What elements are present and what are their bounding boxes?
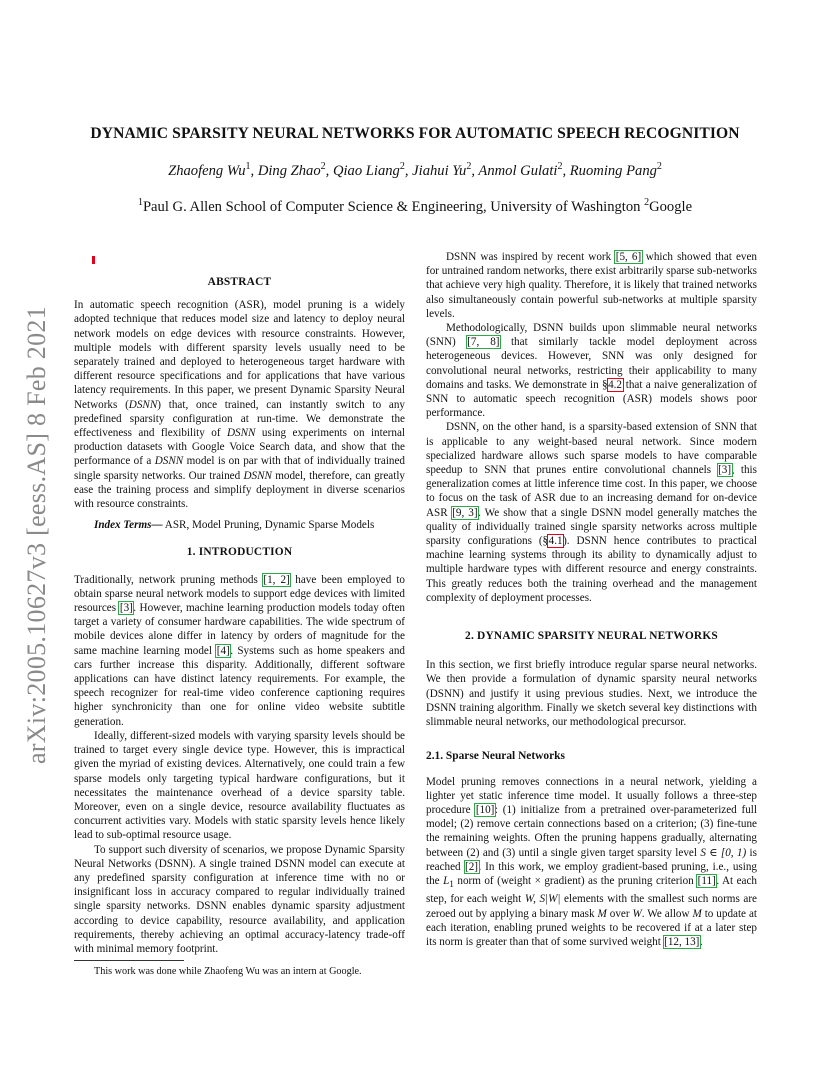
author-name: Anmol Gulati [478, 162, 558, 179]
citation-link[interactable]: [10] [475, 803, 495, 816]
left-column [74, 275, 405, 956]
body-paragraph: DSNN was inspired by recent work [5, 6] which showed that even for untrained random networks, there exist arbitrarily sparse sub-networks that achieve very high quality. Therefore, it is likely that trained networks also simultaneously contain powerful sub-networks at multiple sparsity levels. [426, 251, 758, 320]
index-terms: Index Terms— ASR, Model Pruning, Dynamic Sparse Models [94, 519, 375, 532]
section-2-heading: 2. DYNAMIC SPARSITY NEURAL NETWORKS [465, 630, 718, 643]
author-affiliation-mark: 1 [245, 161, 251, 172]
affiliation-uw: Paul G. Allen School of Computer Science & Engineering, University of Washington [142, 198, 645, 215]
affiliation-mark: 1 [137, 197, 143, 208]
footnote-rule [74, 960, 184, 961]
subsection-2-1-heading: 2.1. Sparse Neural Networks [426, 750, 565, 763]
annotation-marker [92, 256, 95, 264]
author-name: Jiahui Yu [412, 162, 467, 179]
arxiv-identifier [22, 285, 52, 785]
arxiv-identifier-text: arXiv:2005.10627v3 [eess.AS] 8 Feb 2021 [22, 306, 51, 764]
author-affiliation-mark: 2 [399, 161, 405, 172]
introduction-heading: 1. INTRODUCTION [186, 546, 293, 559]
affiliation-google: Google [649, 198, 693, 215]
abstract-text: In automatic speech recognition (ASR), model pruning is a widely adopted technique that reduces model size and latency to deploy neural network models on edge devices with resource constraints. However, multiple models with different sparsity levels usually need to be separately trained and deployed to heterogeneous target hardware with different resource specifications and for applications that have various latency requirements. In this paper, we present Dynamic Sparsity Neural Networks (DSNN) that, once trained, can instantly switch to any predefined sparsity configuration at run-time. We demonstrate the effectiveness and flexibility of DSNN using experiments on internal production datasets with Google Voice Search data, and show that the performance of a DSNN model is on par with that of individually trained single sparsity networks. Our trained DSNN model, therefore, can greatly ease the training process and simplify deployment in diverse scenarios with resource constraints. [74, 299, 406, 511]
citation-link[interactable]: [9, 3] [452, 506, 478, 519]
author-affiliation-mark: 2 [320, 161, 326, 172]
subsection-2-1-text: Model pruning removes connections in a neural network, yielding a lighter yet static inference time model. It usually follows a three-step procedure [10]: (1) initialize from a pretrained over-parameterized full model; (2) remove certain connections based on a criterion; (3) fine-tune the remaining weights. Often the pruning happens gradually, alternating between (2) and (3) until a single given target sparsity level S ∈ [0, 1) is reached [2]. In this work, we employ gradient-based pruning, i.e., using the $L_1$ norm of (weight × gradient) as the pruning criterion [11]. At each step, for each weight W, S|W| elements with the smallest such norms are zeroed out by applying a binary mask M over W. We allow M to update at each iteration, enabling pruned weights to be recovered if at a later step its norm is greater than that of some survived weight [12, 13]. [426, 775, 758, 948]
affiliations [60, 197, 770, 216]
section-2-intro: In this section, we first briefly introduce regular sparse neural networks. We then provide a formulation of dynamic sparsity neural networks (DSNN) and justify it using previous studies. Next, we introduce the DSNN training algorithm. Finally we sketch several key distinctions with slimmable neural networks, our methodological precursor. [426, 659, 757, 729]
citation-link[interactable]: [2] [465, 860, 478, 873]
affiliation-mark: 2 [644, 197, 650, 208]
right-column [426, 250, 757, 949]
author-name: Ruoming Pang [569, 162, 657, 179]
author-affiliation-mark: 2 [557, 161, 563, 172]
paper-title: DYNAMIC SPARSITY NEURAL NETWORKS FOR AUTOMATIC SPEECH RECOGNITION [90, 125, 740, 142]
citation-link[interactable]: [11] [697, 874, 716, 887]
citation-link[interactable]: [5, 6] [615, 251, 642, 263]
section-link[interactable]: 4.2 [608, 378, 622, 391]
body-paragraph: Methodologically, DSNN builds upon slimmable neural networks (SNN) [7, 8] that similarly tackle model deployment across heterogeneous devices. However, SNN was only designed for convolutional neural networks, restricting their applicability to many domains and tasks. We demonstrate in §4.2 that a naive generalization of SNN to automatic speech recognition (ASR) models shows poor performance. [426, 322, 757, 420]
citation-link[interactable]: [12, 13] [664, 935, 700, 948]
citation-link[interactable]: [7, 8] [467, 336, 500, 349]
author-affiliation-mark: 2 [466, 161, 472, 172]
author-affiliation-mark: 2 [656, 161, 662, 172]
citation-link[interactable]: [3] [119, 602, 133, 615]
author-name: Zhaofeng Wu [168, 162, 246, 179]
citation-link[interactable]: [4] [216, 644, 230, 657]
author-name: Ding Zhao [257, 162, 321, 179]
footnote: This work was done while Zhaofeng Wu was an intern at Google. [94, 966, 362, 977]
intro-paragraph: To support such diversity of scenarios, we propose Dynamic Sparsity Neural Networks (DSNN). A single trained DSNN model can execute at any predefined sparsity configuration at inference time with no or insignificant loss in accuracy compared to regular individually trained single sparsity networks. DSNN enables dynamic sparsity adjustment according to device capability, resource availability, and application requirements, thereby achieving an optimal accuracy-latency trade-off with minimal memory footprint. [74, 843, 405, 955]
author-name: Qiao Liang [332, 162, 400, 179]
citation-link[interactable]: [3] [718, 464, 732, 477]
index-terms-label: Index Terms— [94, 519, 163, 532]
author-list: Zhaofeng Wu$^1$, Ding Zhao$^2$, Qiao Liang$^2$, Jiahui Yu$^2$, Anmol Gulati$^2$, Ruoming Pang$^2$ [168, 161, 662, 179]
intro-paragraph: Ideally, different-sized models with varying sparsity levels should be trained to target every single device type. However, this is impractical given the myriad of existing devices. Alternatively, one could train a few sparse models only targeting typical hardware configurations, but it necessitates the maintenance overhead of a device sparsity table. Moreover, even on a single device, resource availability fluctuates as concurrent activities vary. Models with static sparsity levels hence likely lead to sub-optimal resource usage. [74, 729, 405, 842]
body-paragraph: DSNN, on the other hand, is a sparsity-based extension of SNN that is applicable to any weight-based neural network. Since modern specialized hardware allows such sparse models to have comparable speedup to SNN that prunes entire convolutional channels [3], this generalization comes at little inference time cost. In this paper, we choose to focus on the task of ASR due to an increasing demand for on-device ASR [9, 3]. We show that a single DSNN model generally matches the quality of individually trained single sparsity networks across multiple sparsity configurations (§4.1). DSNN hence contributes to practical machine learning systems through its ability to dynamically adjust to multiple hardware types with different resource and energy constraints. This greatly reduces both the training overhead and the management complexity of deployment processes. [426, 421, 757, 604]
citation-link[interactable]: [1, 2] [263, 573, 290, 586]
intro-paragraph: Traditionally, network pruning methods [1, 2] have been employed to obtain sparse neural network models to support edge devices with limited resources [3]. However, machine learning production models today often target a variety of consumer hardware capabilities. The wide spectrum of mobile devices alone differ in latency by orders of magnitude for the same machine learning model [4]. Systems such as home speakers and cars further increase this disparity. Additionally, different software applications can have distinct latency requirements. For example, the speech recognizer for real-time video conference captioning requires higher synchronicity than one for online video website subtitle generation. [74, 573, 405, 728]
section-link[interactable]: 4.1 [548, 535, 563, 548]
abstract-heading: ABSTRACT [207, 276, 272, 288]
